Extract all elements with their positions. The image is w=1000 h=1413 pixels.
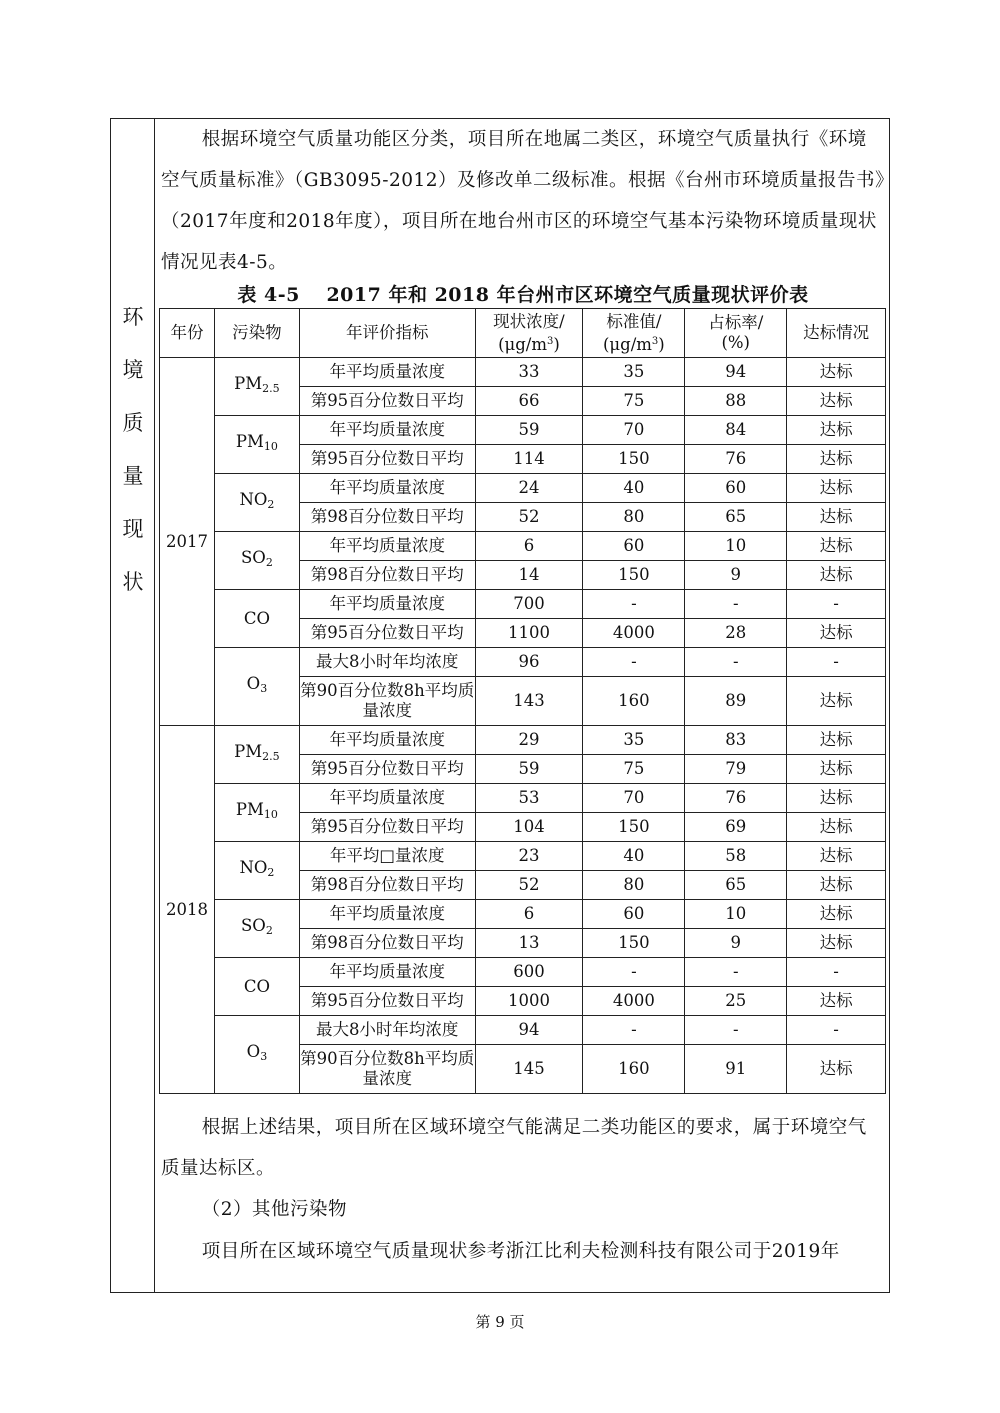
value-cell: 28 — [685, 619, 787, 648]
value-cell: 达标 — [787, 474, 886, 503]
value-cell: 24 — [475, 474, 583, 503]
value-cell: 80 — [583, 503, 685, 532]
value-cell: 65 — [685, 871, 787, 900]
value-cell: 29 — [475, 726, 583, 755]
value-cell: 达标 — [787, 445, 886, 474]
value-cell: 52 — [475, 871, 583, 900]
value-cell: 达标 — [787, 677, 886, 726]
value-cell: 91 — [685, 1045, 787, 1094]
table-caption: 表 4-5 2017 年和 2018 年台州市区环境空气质量现状评价表 — [237, 284, 809, 306]
table-row — [160, 474, 886, 503]
value-cell: - — [787, 958, 886, 987]
value-cell: 10 — [685, 900, 787, 929]
table-row — [160, 842, 886, 871]
table-header-cell: 标准值/ $(\mu g/m^3)$ — [583, 309, 685, 358]
indicator-cell: 年平均□量浓度 — [299, 842, 475, 871]
indicator-cell: 年平均质量浓度 — [299, 358, 475, 387]
value-cell: 58 — [685, 842, 787, 871]
value-cell: - — [685, 590, 787, 619]
side-title-char: 现 — [122, 517, 144, 541]
indicator-cell: 第90百分位数8h平均质量浓度 — [299, 1045, 475, 1094]
value-cell: - — [583, 1016, 685, 1045]
value-cell: 65 — [685, 503, 787, 532]
value-cell: 10 — [685, 532, 787, 561]
value-cell: 9 — [685, 561, 787, 590]
page-footer: 第 9 页 — [475, 1313, 525, 1331]
side-title — [111, 291, 155, 609]
table-header-cell: 占标率/ (%) — [685, 309, 787, 358]
value-cell: 66 — [475, 387, 583, 416]
table-row — [160, 900, 886, 929]
value-cell: 40 — [583, 474, 685, 503]
last-paragraph: 项目所在区域环境空气质量现状参考浙江比利夫检测科技有限公司于2019年 — [201, 1241, 840, 1262]
value-cell: 52 — [475, 503, 583, 532]
value-cell: 88 — [685, 387, 787, 416]
value-cell: 达标 — [787, 619, 886, 648]
value-cell: 达标 — [787, 900, 886, 929]
indicator-cell: 第98百分位数日平均 — [299, 871, 475, 900]
table-header-cell: 现状浓度/ $(\mu g/m^3)$ — [475, 309, 583, 358]
table-header-cell: 达标情况 — [787, 309, 886, 358]
indicator-cell: 第95百分位数日平均 — [299, 813, 475, 842]
indicator-cell: 年平均质量浓度 — [299, 590, 475, 619]
pollutant-cell: SO2 — [214, 900, 299, 958]
indicator-cell: 第95百分位数日平均 — [299, 619, 475, 648]
value-cell: 84 — [685, 416, 787, 445]
pollutant-cell: PM2.5 — [214, 358, 299, 416]
value-cell: 160 — [583, 677, 685, 726]
pollutant-cell: NO2 — [214, 842, 299, 900]
pollutant-cell: O3 — [214, 648, 299, 726]
side-column — [111, 119, 155, 1292]
year-cell: 2017 — [160, 358, 215, 726]
table-header-cell: 年评价指标 — [299, 309, 475, 358]
value-cell: - — [583, 648, 685, 677]
value-cell: 35 — [583, 726, 685, 755]
table-row — [160, 358, 886, 387]
value-cell: 76 — [685, 784, 787, 813]
value-cell: 59 — [475, 755, 583, 784]
side-title-char: 环 — [122, 305, 144, 329]
value-cell: 75 — [583, 755, 685, 784]
value-cell: 53 — [475, 784, 583, 813]
indicator-cell: 第95百分位数日平均 — [299, 387, 475, 416]
value-cell: 14 — [475, 561, 583, 590]
value-cell: - — [685, 1016, 787, 1045]
side-title-char: 质 — [122, 411, 144, 435]
value-cell: 达标 — [787, 871, 886, 900]
value-cell: - — [685, 648, 787, 677]
indicator-cell: 年平均质量浓度 — [299, 958, 475, 987]
table-row — [160, 784, 886, 813]
value-cell: 达标 — [787, 784, 886, 813]
value-cell: 76 — [685, 445, 787, 474]
pollutant-cell: SO2 — [214, 532, 299, 590]
value-cell: 达标 — [787, 987, 886, 1016]
side-title-char: 状 — [122, 570, 144, 594]
pollutant-cell: NO2 — [214, 474, 299, 532]
indicator-cell: 年平均质量浓度 — [299, 532, 475, 561]
value-cell: 4000 — [583, 987, 685, 1016]
value-cell: 79 — [685, 755, 787, 784]
value-cell: 150 — [583, 813, 685, 842]
subheading: （2）其他污染物 — [201, 1199, 347, 1220]
value-cell: 145 — [475, 1045, 583, 1094]
value-cell: - — [685, 958, 787, 987]
value-cell: 达标 — [787, 416, 886, 445]
indicator-cell: 最大8小时年均浓度 — [299, 648, 475, 677]
value-cell: 70 — [583, 416, 685, 445]
indicator-cell: 年平均质量浓度 — [299, 784, 475, 813]
table-row — [160, 726, 886, 755]
conclusion-paragraph: 根据上述结果，项目所在区域环境空气能满足二类功能区的要求，属于环境空气质量达标区。 — [161, 1117, 867, 1179]
value-cell: 96 — [475, 648, 583, 677]
value-cell: 达标 — [787, 561, 886, 590]
indicator-cell: 第98百分位数日平均 — [299, 929, 475, 958]
value-cell: 60 — [583, 900, 685, 929]
table-header-row — [160, 309, 886, 358]
indicator-cell: 年平均质量浓度 — [299, 726, 475, 755]
indicator-cell: 第98百分位数日平均 — [299, 561, 475, 590]
value-cell: 达标 — [787, 755, 886, 784]
value-cell: 达标 — [787, 532, 886, 561]
pollutant-cell: O3 — [214, 1016, 299, 1094]
value-cell: 9 — [685, 929, 787, 958]
side-title-char: 境 — [122, 358, 144, 382]
value-cell: 600 — [475, 958, 583, 987]
table-row — [160, 958, 886, 987]
value-cell: 160 — [583, 1045, 685, 1094]
pollutant-cell: PM2.5 — [214, 726, 299, 784]
air-quality-table — [159, 308, 886, 1094]
year-cell: 2018 — [160, 726, 215, 1094]
value-cell: 达标 — [787, 358, 886, 387]
value-cell: 89 — [685, 677, 787, 726]
value-cell: 达标 — [787, 929, 886, 958]
value-cell: 700 — [475, 590, 583, 619]
value-cell: - — [583, 958, 685, 987]
value-cell: 60 — [583, 532, 685, 561]
value-cell: 1000 — [475, 987, 583, 1016]
indicator-cell: 第95百分位数日平均 — [299, 987, 475, 1016]
table-row — [160, 1016, 886, 1045]
value-cell: 83 — [685, 726, 787, 755]
value-cell: 40 — [583, 842, 685, 871]
value-cell: 6 — [475, 532, 583, 561]
indicator-cell: 最大8小时年均浓度 — [299, 1016, 475, 1045]
value-cell: 达标 — [787, 387, 886, 416]
indicator-cell: 第98百分位数日平均 — [299, 503, 475, 532]
value-cell: 150 — [583, 445, 685, 474]
content-column — [157, 119, 889, 1292]
value-cell: 59 — [475, 416, 583, 445]
value-cell: 94 — [475, 1016, 583, 1045]
value-cell: 达标 — [787, 813, 886, 842]
indicator-cell: 第90百分位数8h平均质量浓度 — [299, 677, 475, 726]
value-cell: 80 — [583, 871, 685, 900]
intro-paragraph: 根据环境空气质量功能区分类，项目所在地属二类区，环境空气质量执行《环境空气质量标准》（GB3095-2012）及修改单二级标准。根据《台州市环境质量报告书》（2017年度和2018年度），项目所在地台州市区的环境空气基本污染物环境质量现状情况见表4-5。 — [161, 129, 885, 273]
value-cell: 达标 — [787, 503, 886, 532]
value-cell: - — [787, 590, 886, 619]
value-cell: - — [583, 590, 685, 619]
side-title-char: 量 — [122, 464, 144, 488]
pollutant-cell: CO — [214, 958, 299, 1016]
table-row — [160, 416, 886, 445]
indicator-cell: 第95百分位数日平均 — [299, 755, 475, 784]
value-cell: 35 — [583, 358, 685, 387]
page-frame — [110, 118, 890, 1293]
indicator-cell: 年平均质量浓度 — [299, 474, 475, 503]
value-cell: - — [787, 648, 886, 677]
value-cell: 达标 — [787, 1045, 886, 1094]
value-cell: 60 — [685, 474, 787, 503]
value-cell: 1100 — [475, 619, 583, 648]
table-header-cell: 年份 — [160, 309, 215, 358]
table-header-cell: 污染物 — [214, 309, 299, 358]
pollutant-cell: PM10 — [214, 416, 299, 474]
indicator-cell: 第95百分位数日平均 — [299, 445, 475, 474]
value-cell: - — [787, 1016, 886, 1045]
value-cell: 6 — [475, 900, 583, 929]
value-cell: 150 — [583, 929, 685, 958]
value-cell: 69 — [685, 813, 787, 842]
value-cell: 75 — [583, 387, 685, 416]
table-row — [160, 648, 886, 677]
value-cell: 13 — [475, 929, 583, 958]
value-cell: 25 — [685, 987, 787, 1016]
value-cell: 33 — [475, 358, 583, 387]
indicator-cell: 年平均质量浓度 — [299, 900, 475, 929]
table-row — [160, 590, 886, 619]
value-cell: 4000 — [583, 619, 685, 648]
value-cell: 104 — [475, 813, 583, 842]
value-cell: 150 — [583, 561, 685, 590]
table-row — [160, 532, 886, 561]
indicator-cell: 年平均质量浓度 — [299, 416, 475, 445]
pollutant-cell: CO — [214, 590, 299, 648]
value-cell: 70 — [583, 784, 685, 813]
value-cell: 143 — [475, 677, 583, 726]
value-cell: 23 — [475, 842, 583, 871]
value-cell: 达标 — [787, 842, 886, 871]
pollutant-cell: PM10 — [214, 784, 299, 842]
value-cell: 达标 — [787, 726, 886, 755]
value-cell: 114 — [475, 445, 583, 474]
value-cell: 94 — [685, 358, 787, 387]
